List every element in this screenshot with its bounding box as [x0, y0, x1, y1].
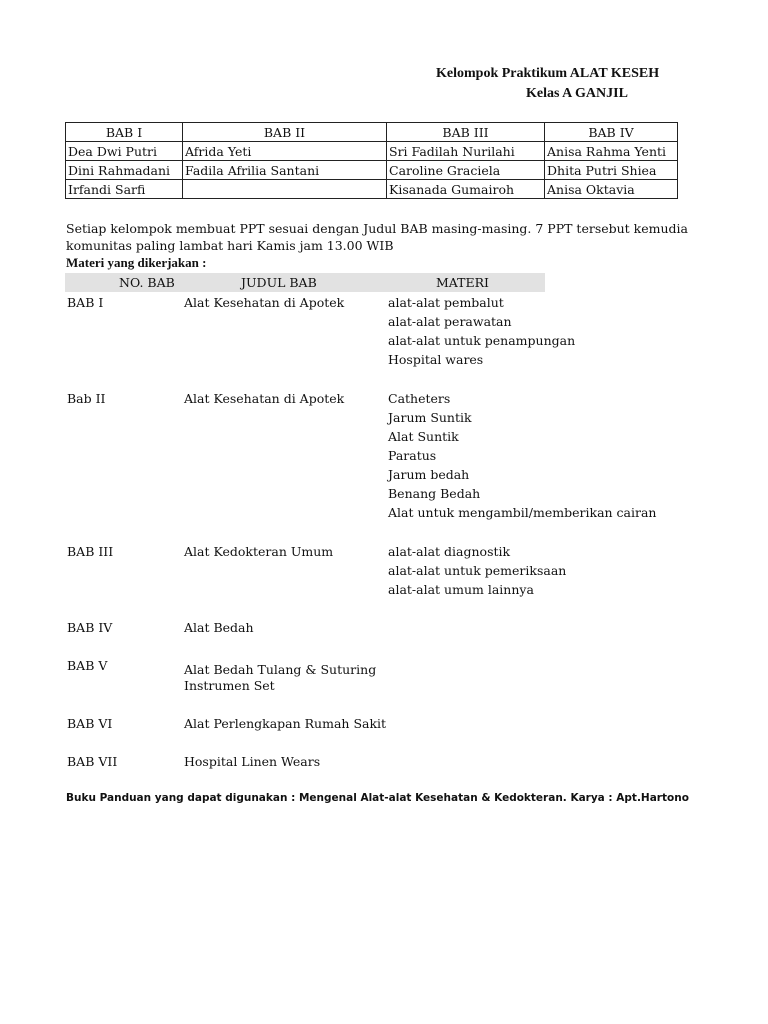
table-cell [183, 180, 387, 199]
materi-item: Alat Suntik [388, 429, 459, 444]
materi-item: Hospital wares [388, 352, 484, 367]
bab-title: Alat Bedah Tulang & Suturing [184, 662, 377, 677]
materi-item: Alat untuk mengambil/memberikan cairan [388, 505, 657, 520]
header-materi: MATERI [436, 275, 489, 290]
header-cell: BAB I [66, 123, 183, 142]
paragraph-line: Setiap kelompok membuat PPT sesuai dengan Judul BAB masing-masing. 7 PPT tersebut kemudia [66, 221, 689, 236]
header-cell: BAB IV [545, 123, 678, 142]
materi-item: alat-alat diagnostik [388, 544, 511, 559]
document-title: Kelompok Praktikum ALAT KESEH [436, 66, 660, 81]
table-cell: Anisa Rahma Yenti [545, 142, 678, 161]
bab-title: Alat Bedah [184, 620, 254, 635]
table-row [66, 161, 678, 180]
table-cell: Dhita Putri Shiea [545, 161, 678, 180]
materi-item: Catheters [388, 391, 451, 406]
materi-item: alat-alat untuk pemeriksaan [388, 563, 567, 578]
materi-item: Benang Bedah [388, 486, 481, 501]
groups-table-header [66, 123, 678, 142]
bab-number: BAB VII [67, 754, 118, 769]
bab-number: BAB V [67, 658, 108, 673]
bab-number: BAB III [67, 544, 114, 559]
table-cell: Anisa Oktavia [545, 180, 678, 199]
bab-title: Alat Kedokteran Umum [184, 544, 334, 559]
materi-item: alat-alat umum lainnya [388, 582, 534, 597]
table-row [66, 180, 678, 199]
bab-title: Hospital Linen Wears [184, 754, 321, 769]
bab-title: Alat Kesehatan di Apotek [184, 295, 345, 310]
materi-item: alat-alat pembalut [388, 295, 504, 310]
table-cell: Dea Dwi Putri [66, 142, 183, 161]
paragraph-line: komunitas paling lambat hari Kamis jam 13.00 WIB [66, 238, 394, 253]
bab-number: BAB VI [67, 716, 113, 731]
bab-title: Alat Kesehatan di Apotek [184, 391, 345, 406]
table-cell: Fadila Afrilia Santani [183, 161, 387, 180]
materi-item: Paratus [388, 448, 437, 463]
bab-number: BAB I [67, 295, 104, 310]
materi-table-header [65, 273, 545, 292]
table-cell: Kisanada Gumairoh [387, 180, 545, 199]
table-cell: Irfandi Sarfi [66, 180, 183, 199]
materi-item: Jarum Suntik [388, 410, 472, 425]
materi-item: alat-alat untuk penampungan [388, 333, 576, 348]
bab-number: Bab II [67, 391, 106, 406]
bab-title: Instrumen Set [184, 678, 275, 693]
header-judul-bab: JUDUL BAB [241, 275, 317, 290]
reference-footer: Buku Panduan yang dapat digunakan : Mengenal Alat-alat Kesehatan & Kedokteran. Karya : Apt.Hartono [66, 792, 689, 804]
header-cell: BAB III [387, 123, 545, 142]
materi-heading: Materi yang dikerjakan : [66, 255, 207, 270]
groups-table [65, 122, 678, 199]
header-no-bab: NO. BAB [119, 275, 175, 290]
table-cell: Afrida Yeti [183, 142, 387, 161]
materi-item: alat-alat perawatan [388, 314, 512, 329]
bab-title: Alat Perlengkapan Rumah Sakit [184, 716, 387, 731]
header-cell: BAB II [183, 123, 387, 142]
table-row [66, 142, 678, 161]
bab-number: BAB IV [67, 620, 113, 635]
table-cell: Sri Fadilah Nurilahi [387, 142, 545, 161]
instruction-paragraph [66, 220, 768, 254]
table-cell: Caroline Graciela [387, 161, 545, 180]
class-subtitle: Kelas A GANJIL [526, 86, 628, 101]
table-cell: Dini Rahmadani [66, 161, 183, 180]
materi-item: Jarum bedah [388, 467, 470, 482]
